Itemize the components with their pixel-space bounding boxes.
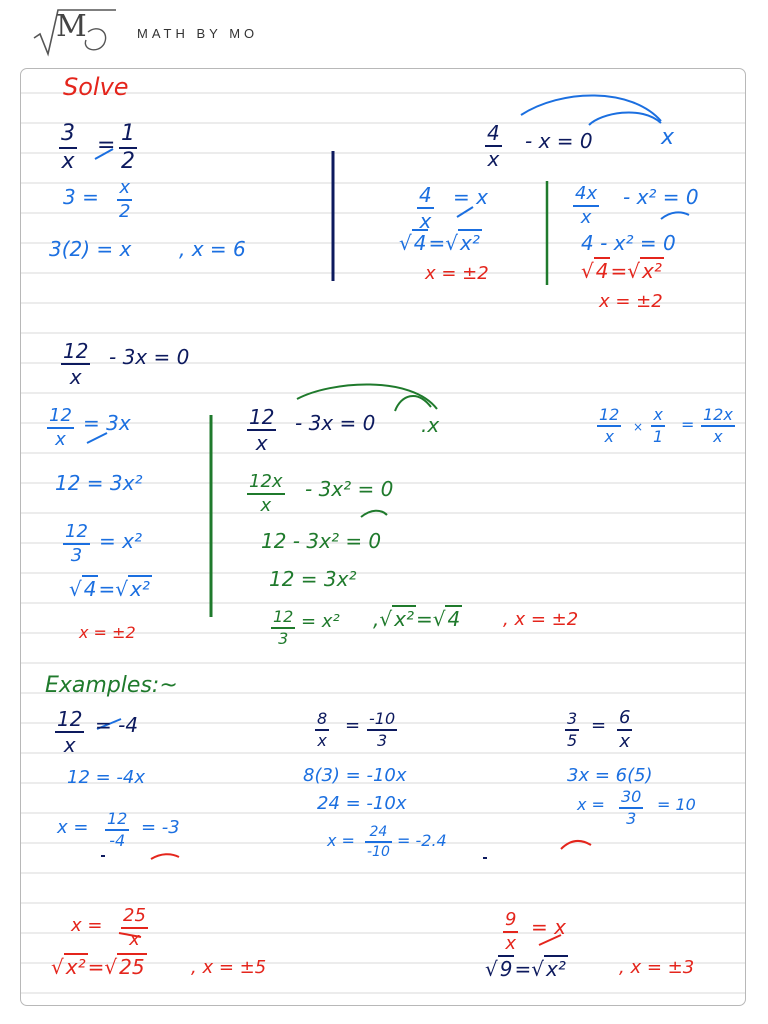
arrow-short-10	[151, 854, 179, 859]
notebook-sheet	[20, 68, 746, 1006]
equals-sign: =	[97, 133, 116, 158]
step-3-equals: 3 =	[63, 185, 99, 209]
s2m-step3: 12 - 3x² = 0	[261, 529, 382, 553]
problem-rest: - x = 0	[525, 129, 593, 153]
s2m-fraction-12-over-3: $\frac{12}{3}$	[273, 607, 294, 648]
s2m-rest: - 3x = 0	[295, 411, 376, 435]
m1-equals-x: = x	[453, 185, 488, 209]
s2l-sqrt-equation: √ 4 =√ x²	[69, 577, 150, 601]
m1-answer: x = ±2	[425, 263, 489, 284]
ex1-fraction-12-over-neg4: $\frac{12}{-4}$	[107, 809, 128, 850]
s2l-step2: 12 = 3x²	[55, 471, 143, 495]
ex5-fraction-9-over-x-red: $\frac{9}{x}$	[505, 909, 517, 954]
s2l-fraction-12-over-x: $\frac{12}{x}$	[49, 405, 72, 450]
ex2-step4-lhs: x =	[327, 831, 355, 850]
ex4-fraction-25-over-x: $\frac{25}{x}$	[123, 905, 146, 950]
s2s-fraction-x-over-1: $\frac{x}{1}$	[653, 405, 664, 446]
ex4-answer: , x = ±5	[191, 957, 267, 978]
m2-answer: x = ±2	[599, 291, 663, 312]
s2l-rhs-x2: = x²	[99, 529, 142, 553]
ex1-step2: 12 = -4x	[67, 767, 146, 788]
s2s-fraction-12-over-x: $\frac{12}{x}$	[599, 405, 620, 446]
ex3-step3-rhs: = 10	[657, 795, 696, 814]
ex2-step3: 24 = -10x	[317, 793, 407, 814]
ex5-answer: , x = ±3	[619, 957, 695, 978]
s2m-answer: , x = ±2	[503, 609, 579, 630]
s2l-answer: x = ±2	[79, 623, 136, 642]
arrow-curve-1	[521, 95, 661, 121]
ex3-step2: 3x = 6(5)	[567, 765, 653, 786]
s2-problem-rest: - 3x = 0	[109, 345, 190, 369]
step-cross-multiply: 3(2) = x	[49, 237, 132, 261]
ex2-fraction-neg10-over-3: $\frac{-10}{3}$	[369, 709, 396, 750]
fraction-1-over-2: $\frac{1}{2}$	[121, 121, 135, 174]
ex2-step2: 8(3) = -10x	[303, 765, 407, 786]
ex3-fraction-30-over-3: $\frac{30}{3}$	[621, 787, 642, 828]
section-title-solve: Solve	[63, 73, 129, 101]
s2m-rhs-x2: = x²	[301, 611, 340, 632]
m1-fraction-4-over-x: $\frac{4}{x}$	[419, 183, 432, 233]
arrow-short-9	[561, 841, 591, 849]
ex2-fraction-24-over-neg10: $\frac{24}{-10}$	[367, 824, 390, 860]
fraction-x-over-2: $\frac{x}{2}$	[119, 177, 131, 222]
s2m-fraction-12-over-x: $\frac{12}{x}$	[249, 405, 275, 455]
s2s-equals: =	[681, 415, 695, 434]
ex2-fraction-8-over-x: $\frac{8}{x}$	[317, 709, 328, 750]
m2-step: 4 - x² = 0	[581, 231, 676, 255]
ex3-fraction-6-over-x: $\frac{6}{x}$	[619, 707, 631, 752]
s2s-times: ×	[633, 420, 644, 434]
m1-sqrt-equation: √ 4 =√ x²	[399, 231, 480, 255]
arrow-short-8	[361, 511, 387, 517]
ex5-step2-rhs: = x	[531, 915, 566, 939]
ex3-eq-sign: =	[591, 715, 607, 736]
ex5-sqrt-equation: √ 9 =√ x²	[485, 957, 566, 981]
s2-fraction-12-over-x: $\frac{12}{x}$	[63, 339, 89, 389]
logo-letter: M	[56, 9, 87, 44]
ex3-step3-lhs: x =	[577, 795, 605, 814]
ex1-step3-rhs: = -3	[141, 817, 180, 838]
s2s-fraction-12x-over-x: $\frac{12x}{x}$	[703, 405, 733, 446]
ex4-fraction-25-over-x	[101, 853, 105, 859]
s2m-fraction-12x-over-x: $\frac{12x}{x}$	[249, 471, 283, 516]
fraction-3-over-x: $\frac{3}{x}$	[61, 121, 75, 174]
s2l-fraction-12-over-3: $\frac{12}{3}$	[65, 521, 88, 566]
s2m-mult-x: .x	[421, 413, 440, 437]
m2-rest: - x² = 0	[623, 185, 699, 209]
brand-name: MATH BY MO	[137, 26, 259, 41]
ex1-fraction-12-over-x: $\frac{12}{x}$	[57, 707, 83, 757]
page-header	[0, 0, 768, 64]
s2m-step4: 12 = 3x²	[269, 567, 357, 591]
s2l-rhs-3x: = 3x	[83, 411, 131, 435]
ex5-fraction-9-over-x	[483, 855, 487, 861]
result-x-6: , x = 6	[179, 237, 246, 261]
ex4-sqrt-equation: √ x² =√ 25	[51, 955, 145, 979]
multiply-by-x: x	[661, 125, 675, 150]
ex2-step4-rhs: = -2.4	[397, 831, 447, 850]
s2m-sqrt-equation: ,√ x² =√ 4	[373, 607, 461, 631]
fraction-4-over-x: $\frac{4}{x}$	[487, 121, 500, 171]
section-title-examples: Examples:~	[45, 673, 178, 698]
ex1-step3-lhs: x =	[57, 817, 89, 838]
ex2-eq-sign: =	[345, 715, 361, 736]
m2-sqrt-equation: √ 4 =√ x²	[581, 259, 662, 283]
ex4-step2-lhs: x =	[71, 915, 103, 936]
m2-fraction-4x-over-x: $\frac{4x}{x}$	[575, 183, 598, 228]
ex1-rhs: = -4	[95, 713, 139, 737]
ex3-fraction-3-over-5: $\frac{3}{5}$	[567, 709, 578, 750]
s2m-step2-rest: - 3x² = 0	[305, 477, 394, 501]
